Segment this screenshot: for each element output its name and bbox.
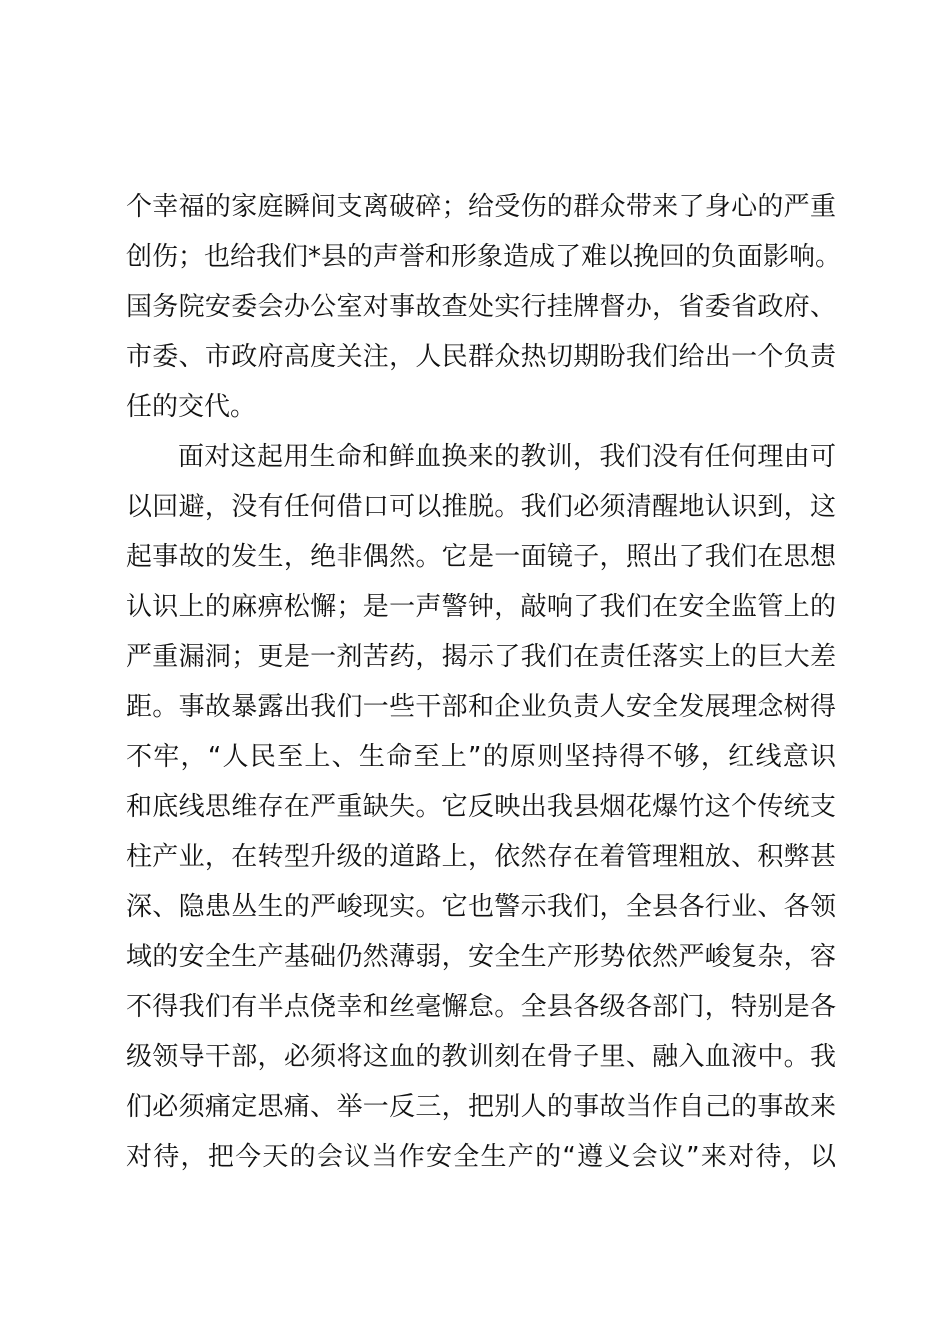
text-line: 面对这起用生命和鲜血换来的教训，我们没有任何理由可 bbox=[178, 442, 836, 472]
text-line: 对待，把今天的会议当作安全生产的“遵义会议”来对待，以 bbox=[126, 1142, 836, 1172]
text-line: 不牢，“人民至上、生命至上”的原则坚持得不够，红线意识 bbox=[126, 742, 836, 772]
text-line: 市委、市政府高度关注，人民群众热切期盼我们给出一个负责 bbox=[126, 342, 836, 372]
text-line: 以回避，没有任何借口可以推脱。我们必须清醒地认识到，这 bbox=[126, 492, 836, 522]
document-body bbox=[126, 182, 842, 1182]
text-line: 个幸福的家庭瞬间支离破碎；给受伤的群众带来了身心的严重 bbox=[126, 192, 836, 222]
text-line: 们必须痛定思痛、举一反三，把别人的事故当作自己的事故来 bbox=[126, 1092, 836, 1122]
text-line: 柱产业，在转型升级的道路上，依然存在着管理粗放、积弊甚 bbox=[126, 842, 836, 872]
text-line: 严重漏洞；更是一剂苦药，揭示了我们在责任落实上的巨大差 bbox=[126, 642, 836, 672]
text-line: 域的安全生产基础仍然薄弱，安全生产形势依然严峻复杂，容 bbox=[126, 942, 836, 972]
text-line: 国务院安委会办公室对事故查处实行挂牌督办，省委省政府、 bbox=[126, 292, 836, 322]
paragraph-1 bbox=[126, 182, 842, 432]
text-line: 距。事故暴露出我们一些干部和企业负责人安全发展理念树得 bbox=[126, 692, 836, 722]
text-line: 认识上的麻痹松懈；是一声警钟，敲响了我们在安全监管上的 bbox=[126, 592, 836, 622]
text-line: 起事故的发生，绝非偶然。它是一面镜子，照出了我们在思想 bbox=[126, 542, 836, 572]
text-line: 深、隐患丛生的严峻现实。它也警示我们，全县各行业、各领 bbox=[126, 892, 836, 922]
text-line: 和底线思维存在严重缺失。它反映出我县烟花爆竹这个传统支 bbox=[126, 792, 836, 822]
text-line: 不得我们有半点侥幸和丝毫懈怠。全县各级各部门，特别是各 bbox=[126, 992, 836, 1022]
text-line: 任的交代。 bbox=[126, 392, 257, 422]
text-line: 创伤；也给我们*县的声誉和形象造成了难以挽回的负面影响。 bbox=[126, 242, 842, 272]
text-line: 级领导干部，必须将这血的教训刻在骨子里、融入血液中。我 bbox=[126, 1042, 836, 1072]
paragraph-2 bbox=[126, 432, 836, 1182]
